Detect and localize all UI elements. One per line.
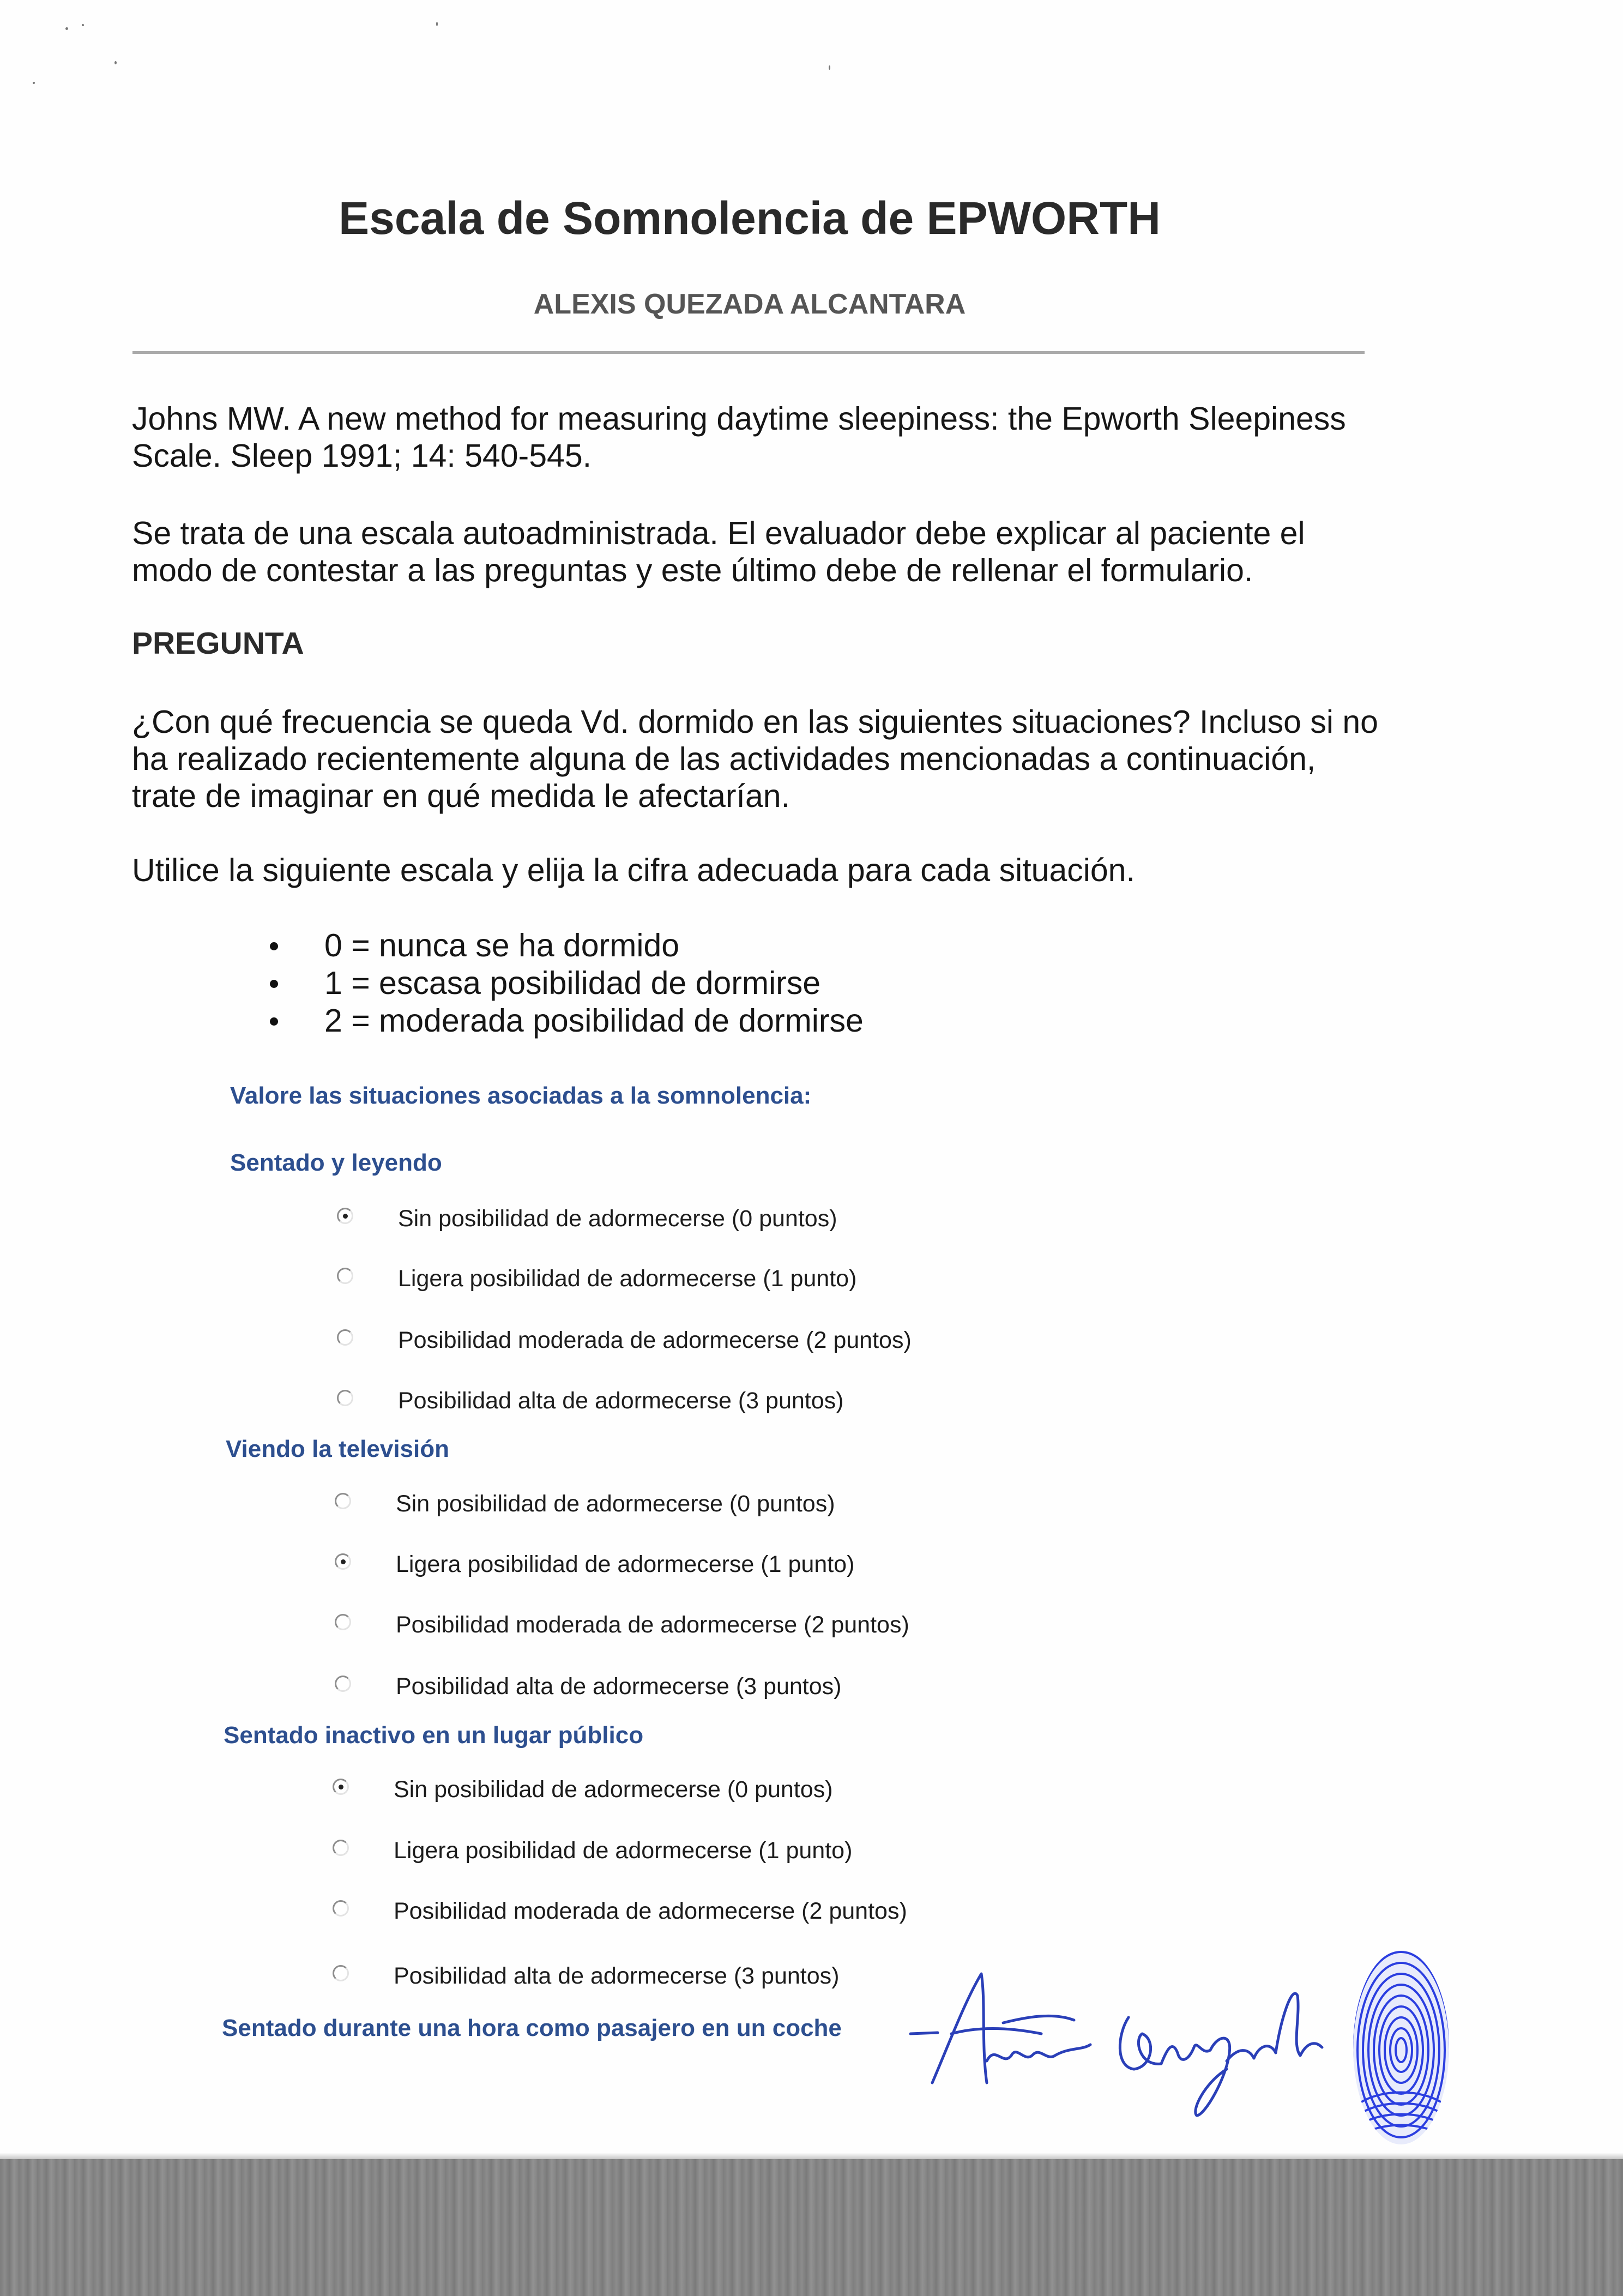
radio-button[interactable] <box>335 1553 351 1570</box>
option-lugar-publico-2[interactable] <box>394 1898 907 1925</box>
radio-button[interactable] <box>337 1390 353 1406</box>
option-lugar-publico-1[interactable] <box>394 1837 852 1864</box>
radio-button[interactable] <box>333 1840 349 1856</box>
bullet-icon <box>270 1017 278 1026</box>
section-title-pasajero-coche: Sentado durante una hora como pasajero en un coche <box>222 2015 842 2041</box>
radio-dot-icon <box>341 1559 346 1564</box>
bullet-icon <box>270 942 278 950</box>
option-viendo-television-0[interactable] <box>396 1491 835 1517</box>
scale-item-label: 1 = escasa posibilidad de dormirse <box>324 965 821 1001</box>
radio-button[interactable] <box>335 1676 351 1692</box>
radio-button[interactable] <box>333 1900 349 1917</box>
section-title-lugar-publico: Sentado inactivo en un lugar público <box>224 1722 644 1749</box>
scale-item <box>270 1002 864 1040</box>
option-viendo-television-1[interactable] <box>396 1551 854 1578</box>
option-label: Posibilidad moderada de adormecerse (2 puntos) <box>398 1327 912 1353</box>
page-title: Escala de Somnolencia de EPWORTH <box>339 192 1161 244</box>
option-label: Ligera posibilidad de adormecerse (1 punto) <box>396 1551 855 1577</box>
intro-paragraph: Se trata de una escala autoadministrada. El evaluador debe explicar al paciente el modo de contestar a las preguntas y este último debe de rellenar el formulario. <box>132 515 1305 588</box>
option-label: Posibilidad moderada de adormecerse (2 puntos) <box>396 1612 909 1638</box>
option-viendo-television-3[interactable] <box>396 1673 841 1700</box>
option-lugar-publico-0[interactable] <box>394 1776 833 1803</box>
option-label: Sin posibilidad de adormecerse (0 puntos) <box>396 1491 835 1517</box>
scan-speck <box>82 24 84 26</box>
radio-button[interactable] <box>337 1268 353 1284</box>
option-label: Sin posibilidad de adormecerse (0 puntos) <box>398 1206 837 1232</box>
option-label: Posibilidad moderada de adormecerse (2 puntos) <box>394 1898 907 1924</box>
scan-speck <box>829 65 830 70</box>
form-lead: Valore las situaciones asociadas a la somnolencia: <box>230 1082 812 1109</box>
option-label: Posibilidad alta de adormecerse (3 puntos) <box>396 1673 842 1700</box>
radio-dot-icon <box>343 1214 348 1219</box>
scan-speck <box>65 27 68 30</box>
radio-button[interactable] <box>333 1965 349 1981</box>
option-label: Ligera posibilidad de adormecerse (1 punto) <box>394 1837 853 1864</box>
handwritten-signature <box>900 1952 1336 2132</box>
fingerprint-image <box>1347 1941 1456 2148</box>
option-sentado-leyendo-3[interactable] <box>398 1388 843 1414</box>
question-heading: PREGUNTA <box>132 626 304 661</box>
option-sentado-leyendo-0[interactable] <box>398 1206 837 1232</box>
radio-button[interactable] <box>337 1329 353 1346</box>
radio-button[interactable] <box>333 1779 349 1795</box>
scale-item <box>270 927 864 965</box>
option-viendo-television-2[interactable] <box>396 1612 909 1638</box>
scan-speck <box>114 61 117 64</box>
scale-item-label: 2 = moderada posibilidad de dormirse <box>324 1003 864 1039</box>
instruction-text: Utilice la siguiente escala y elija la cifra adecuada para cada situación. <box>132 852 1135 888</box>
radio-button[interactable] <box>335 1614 351 1630</box>
option-sentado-leyendo-1[interactable] <box>398 1265 856 1292</box>
radio-button[interactable] <box>335 1493 351 1509</box>
scale-item-label: 0 = nunca se ha dormido <box>324 927 680 963</box>
option-sentado-leyendo-2[interactable] <box>398 1327 912 1354</box>
bullet-icon <box>270 980 278 988</box>
radio-button[interactable] <box>337 1208 353 1224</box>
scale-list <box>270 927 864 1040</box>
scan-speck <box>436 22 438 26</box>
option-lugar-publico-3[interactable] <box>394 1963 839 1990</box>
scan-speck <box>33 82 35 84</box>
option-label: Posibilidad alta de adormecerse (3 puntos) <box>398 1388 844 1414</box>
option-label: Posibilidad alta de adormecerse (3 puntos) <box>394 1963 840 1989</box>
citation: Johns MW. A new method for measuring daytime sleepiness: the Epworth Sleepiness Scale. Sleep 1991; 14: 540-545. <box>132 401 1346 474</box>
section-title-viendo-television: Viendo la televisión <box>226 1436 449 1462</box>
option-label: Sin posibilidad de adormecerse (0 puntos) <box>394 1776 833 1803</box>
question-text: ¿Con qué frecuencia se queda Vd. dormido en las siguientes situaciones? Incluso si no ha realizado recientemente alguna de las actividades mencionadas a continuación, trate de imaginar en qué medida le afectarían. <box>132 704 1378 814</box>
option-label: Ligera posibilidad de adormecerse (1 punto) <box>398 1265 857 1292</box>
radio-dot-icon <box>339 1785 343 1789</box>
patient-name: ALEXIS QUEZADA ALCANTARA <box>533 288 966 320</box>
scanner-background <box>0 2159 1623 2296</box>
scale-item <box>270 965 864 1002</box>
section-title-sentado-leyendo: Sentado y leyendo <box>230 1149 442 1176</box>
divider <box>132 351 1365 354</box>
